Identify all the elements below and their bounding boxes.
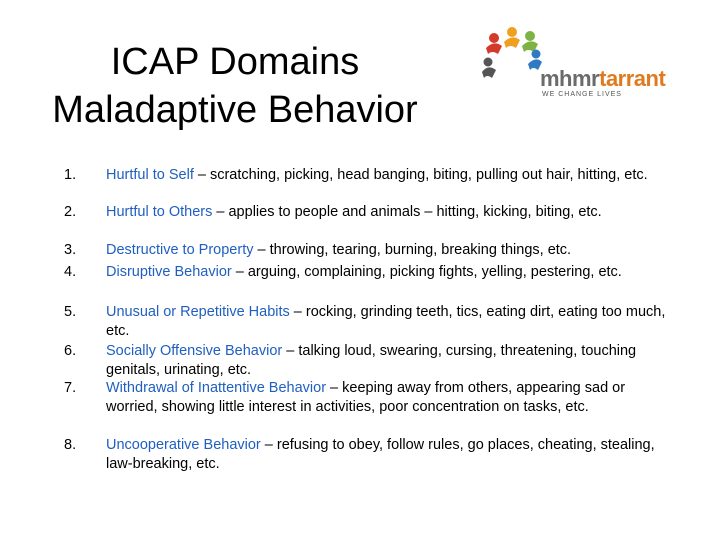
- domain-description: – keeping away from others, appearing sad or worried, showing little interest in activities, poor concentration on tasks, etc.: [106, 380, 626, 415]
- list-item-text: [106, 263, 676, 282]
- domain-description: – talking loud, swearing, cursing, threatening, touching genitals, urinating, etc.: [106, 343, 637, 378]
- list-item-text: [106, 379, 676, 416]
- domain-description: – throwing, tearing, burning, breaking things, etc.: [253, 242, 572, 258]
- domain-term: Disruptive Behavior: [106, 264, 232, 280]
- list-item-text: [106, 436, 676, 473]
- list-item-text: [106, 203, 676, 222]
- domain-term: Unusual or Repetitive Habits: [106, 304, 290, 320]
- list-item-number: 4.: [64, 264, 77, 280]
- list-item-number: 6.: [64, 343, 77, 359]
- list-item-number: 7.: [64, 380, 77, 396]
- domain-term: Destructive to Property: [106, 242, 254, 258]
- list-item-number: 8.: [64, 437, 77, 453]
- domain-description: – rocking, grinding teeth, tics, eating dirt, eating too much, etc.: [106, 304, 666, 339]
- list-item-text: [106, 166, 676, 185]
- mhmr-tarrant-logo: [478, 24, 678, 104]
- domain-term: Uncooperative Behavior: [106, 437, 261, 453]
- list-item-number: 3.: [64, 242, 77, 258]
- list-item-number: 1.: [64, 167, 77, 183]
- people-circle-icon: [478, 24, 548, 86]
- logo-wordmark-b: tarrant: [599, 66, 666, 91]
- domain-term: Hurtful to Others: [106, 204, 213, 220]
- title-line-2: Maladaptive Behavior: [52, 89, 418, 131]
- list-item-text: [106, 303, 676, 340]
- slide-title: [20, 38, 450, 134]
- domain-description: – refusing to obey, follow rules, go places, cheating, stealing, law-breaking, etc.: [106, 437, 655, 472]
- domain-description: – arguing, complaining, picking fights, yelling, pestering, etc.: [231, 264, 622, 280]
- logo-wordmark-a: mhmr: [540, 66, 600, 91]
- list-item-text: [106, 241, 676, 260]
- logo-tagline: WE CHANGE LIVES: [542, 91, 622, 98]
- domain-term: Hurtful to Self: [106, 167, 194, 183]
- domain-term: Socially Offensive Behavior: [106, 343, 283, 359]
- title-line-1: ICAP Domains: [110, 41, 360, 83]
- list-item-number: 2.: [64, 204, 77, 220]
- domain-description: – applies to people and animals – hitting, kicking, biting, etc.: [212, 204, 602, 220]
- logo-wordmark: [540, 68, 665, 90]
- list-item-number: 5.: [64, 304, 77, 320]
- list-item-text: [106, 342, 676, 379]
- domain-description: – scratching, picking, head banging, biting, pulling out hair, hitting, etc.: [193, 167, 648, 183]
- domain-term: Withdrawal of Inattentive Behavior: [106, 380, 327, 396]
